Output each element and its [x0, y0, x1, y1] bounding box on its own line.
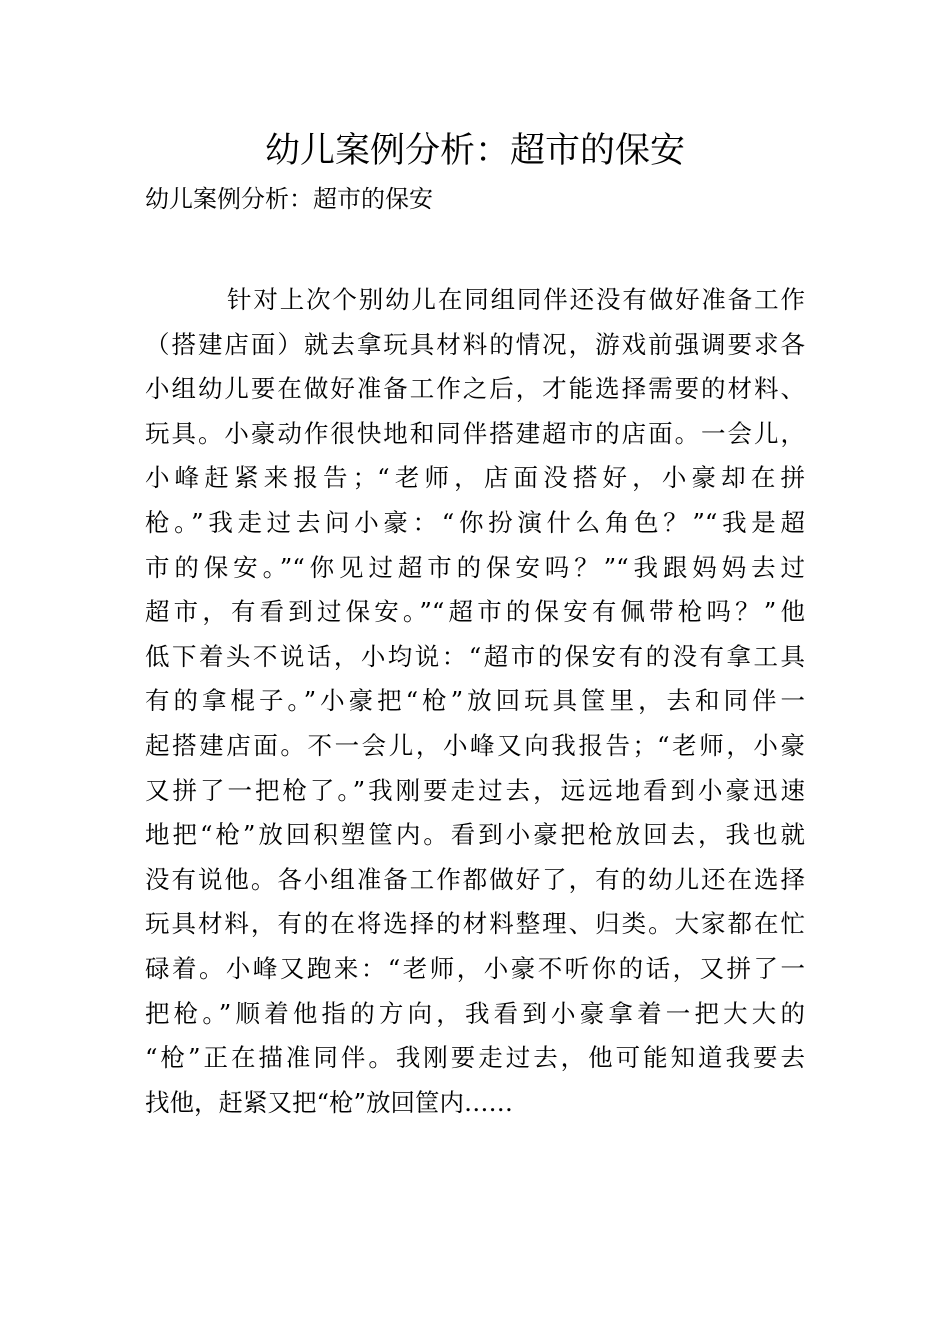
body-line: 小峰赶紧来报告；“老师，店面没搭好，小豪却在拼	[145, 463, 805, 493]
body-line: 找他，赶紧又把“枪”放回筐内……	[145, 1087, 514, 1117]
body-line: 碌着。小峰又跑来：“老师，小豪不听你的话，又拼了一	[145, 953, 805, 983]
body-line: （搭建店面）就去拿玩具材料的情况，游戏前强调要求各	[145, 329, 805, 359]
body-line: 没有说他。各小组准备工作都做好了，有的幼儿还在选择	[145, 864, 805, 894]
body-line: 地把“枪”放回积塑筐内。看到小豪把枪放回去，我也就	[145, 820, 805, 850]
document-body	[145, 278, 805, 1125]
body-line: 市的保安。”“你见过超市的保安吗？”“我跟妈妈去过	[145, 552, 805, 582]
body-line: 小组幼儿要在做好准备工作之后，才能选择需要的材料、	[145, 374, 805, 404]
body-line: 低下着头不说话，小均说：“超市的保安有的没有拿工具	[145, 641, 805, 671]
body-line: 玩具材料，有的在将选择的材料整理、归类。大家都在忙	[145, 909, 805, 939]
body-line: 把枪。”顺着他指的方向，我看到小豪拿着一把大大的	[145, 998, 805, 1028]
document-subtitle: 幼儿案例分析：超市的保安	[145, 185, 433, 213]
document-title: 幼儿案例分析：超市的保安	[264, 131, 685, 171]
body-line: 又拼了一把枪了。”我刚要走过去，远远地看到小豪迅速	[145, 775, 805, 805]
body-line: 超市，有看到过保安。”“超市的保安有佩带枪吗？”他	[145, 597, 805, 627]
body-line: 玩具。小豪动作很快地和同伴搭建超市的店面。一会儿，	[145, 418, 805, 448]
body-line: 枪。”我走过去问小豪：“你扮演什么角色？”“我是超	[145, 507, 805, 537]
body-line: 针对上次个别幼儿在同组同伴还没有做好准备工作	[227, 285, 805, 314]
body-line: “枪”正在描准同伴。我刚要走过去，他可能知道我要去	[145, 1043, 805, 1073]
body-line: 有的拿棍子。”小豪把“枪”放回玩具筐里，去和同伴一	[145, 686, 805, 716]
body-line: 起搭建店面。不一会儿，小峰又向我报告；“老师，小豪	[145, 730, 805, 760]
